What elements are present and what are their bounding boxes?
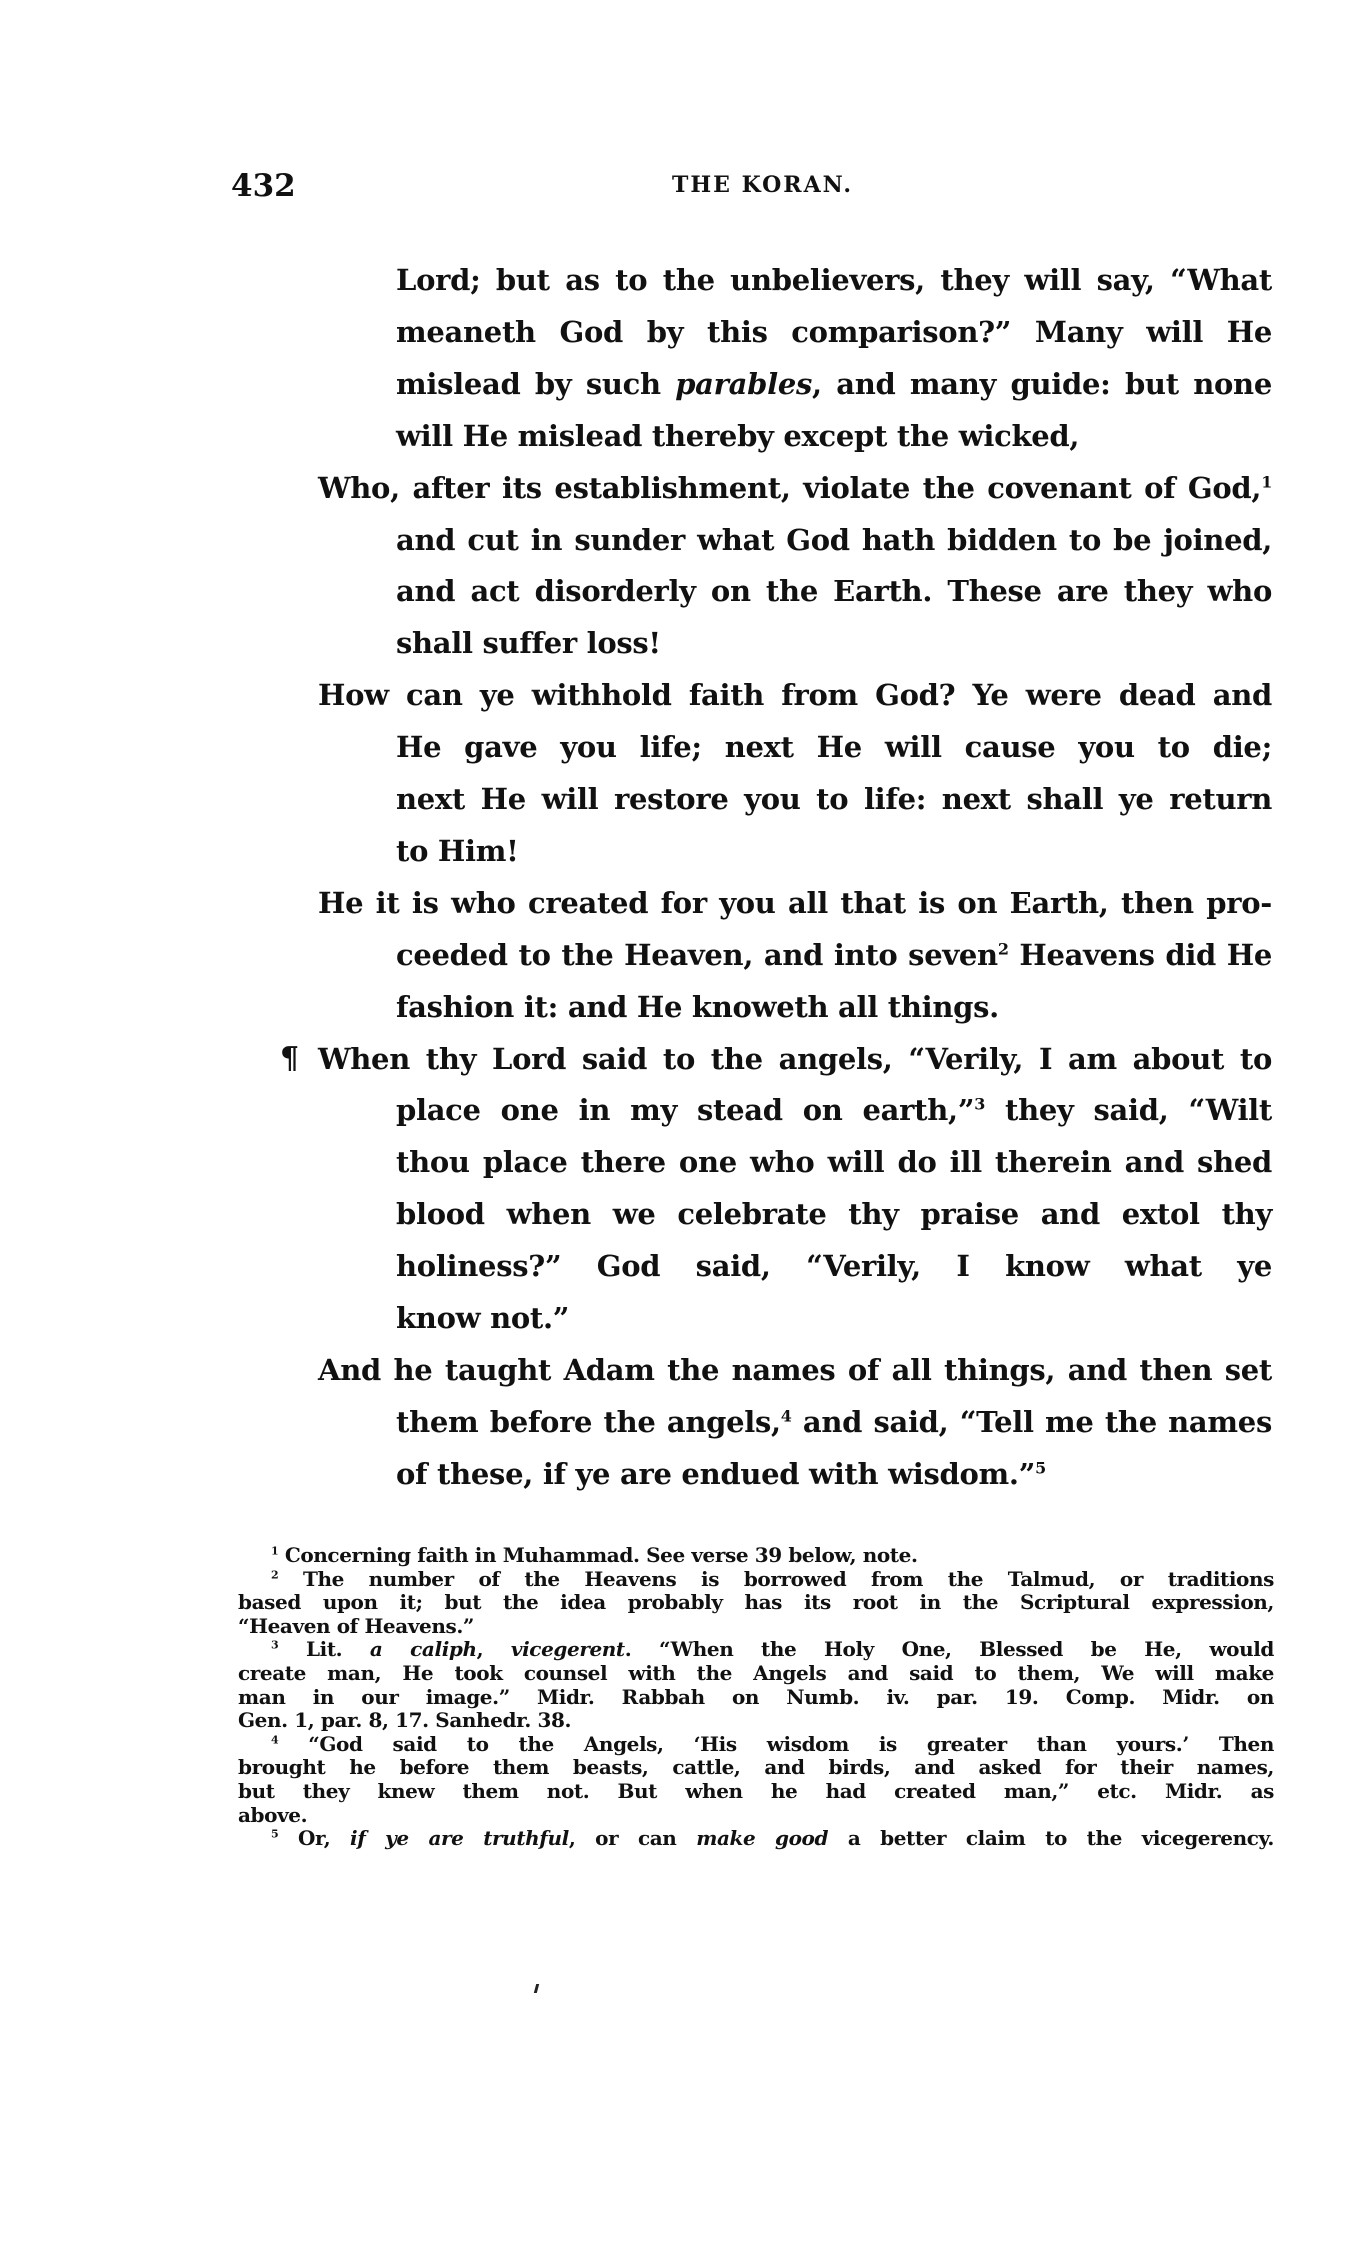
footnote-line — [238, 1686, 1274, 1710]
running-head — [231, 168, 1271, 208]
line-text: meaneth God by this comparison?” Many will He — [396, 314, 1272, 349]
footnote-text: above. — [238, 1802, 308, 1827]
verse-line — [396, 358, 1272, 410]
verse-line — [396, 1136, 1272, 1188]
verse-line — [396, 981, 999, 1033]
verse-start-line — [318, 877, 1272, 929]
verse-line — [396, 1396, 1272, 1448]
verse-line — [396, 929, 1272, 981]
verse-line — [396, 1292, 569, 1344]
footnote-line — [238, 1756, 1274, 1780]
line-text: fashion it: and He knoweth all things. — [396, 989, 999, 1024]
footnote-line — [238, 1709, 571, 1733]
footnote-text: $^2$ The number of the Heavens is borrowed from the Talmud, or traditions — [271, 1566, 1274, 1591]
footnote-text: based upon it; but the idea probably has its root in the Scriptural expression, — [238, 1590, 1274, 1615]
line-text: them before the angels,$^4$ and said, “Tell me the names — [396, 1404, 1272, 1439]
footnote-text: “Heaven of Heavens.” — [238, 1613, 475, 1638]
line-text: shall suffer loss! — [396, 626, 661, 661]
footnote-text: man in our image.” Midr. Rabbah on Numb. iv. par. 19. Comp. Midr. on — [238, 1684, 1274, 1709]
verse-line — [396, 773, 1272, 825]
verse-start-line — [318, 1033, 1272, 1085]
line-text: holiness?” God said, “Verily, I know what ye — [396, 1249, 1272, 1284]
verse-line — [396, 721, 1272, 773]
footnote-text: $^5$ Or, if ye are truthful, or can make good a better claim to the vicegerency. — [271, 1826, 1274, 1851]
verse-line — [396, 617, 661, 669]
line-text: When thy Lord said to the angels, “Verily, I am about to — [318, 1041, 1272, 1076]
line-text: mislead by such parables, and many guide: but none — [396, 366, 1272, 401]
page-number: 432 — [231, 168, 296, 204]
footnote-text: $^3$ Lit. a caliph, vicegerent. “When the Holy One, Blessed be He, would — [271, 1637, 1274, 1662]
verse-line — [396, 1448, 1046, 1500]
verse-start-line — [318, 1344, 1272, 1396]
verse-line — [396, 514, 1272, 566]
line-text: place one in my stead on earth,”$^3$ they said, “Wilt — [396, 1093, 1272, 1128]
line-text: How can ye withhold faith from God? Ye were dead and — [318, 678, 1272, 713]
footnote-text: brought he before them beasts, cattle, and birds, and asked for their names, — [238, 1755, 1274, 1780]
pilcrow-icon: ¶ — [280, 1040, 300, 1076]
line-text: to Him! — [396, 833, 519, 868]
line-text: know not.” — [396, 1301, 570, 1335]
line-text: And he taught Adam the names of all things, and then set — [318, 1352, 1272, 1387]
footnote-line — [238, 1615, 474, 1639]
line-text: and act disorderly on the Earth. These are they who — [396, 574, 1272, 609]
verse-line — [396, 306, 1272, 358]
verse-start-line — [318, 669, 1272, 721]
verse-line — [396, 565, 1272, 617]
footnote-text: Gen. 1, par. 8, 17. Sanhedr. 38. — [238, 1708, 572, 1733]
verse-line — [396, 1240, 1272, 1292]
line-text: ceeded to the Heaven, and into seven$^2$ Heavens did He — [396, 937, 1272, 972]
line-text: will He mislead thereby except the wicked, — [396, 418, 1080, 453]
footnote-text: create man, He took counsel with the Angels and said to them, We will make — [238, 1661, 1274, 1685]
footnote-line — [238, 1780, 1274, 1804]
footnote-text: but they knew them not. But when he had created man,” etc. Midr. as — [238, 1779, 1274, 1803]
line-text: blood when we celebrate thy praise and extol thy — [396, 1197, 1272, 1232]
verse-line — [396, 825, 519, 877]
footnote-start-line — [271, 1568, 1274, 1592]
line-text: next He will restore you to life: next shall ye return — [396, 782, 1272, 816]
line-text: and cut in sunder what God hath bidden to be joined, — [396, 522, 1272, 557]
footnote-start-line — [271, 1733, 1274, 1757]
line-text: He gave you life; next He will cause you to die; — [396, 730, 1272, 765]
verse-line — [396, 410, 1079, 462]
verse-line — [396, 1188, 1272, 1240]
line-text: Lord; but as to the unbelievers, they will say, “What — [396, 263, 1272, 297]
footnote-line — [238, 1591, 1274, 1615]
verse-line — [396, 254, 1272, 306]
line-text: thou place there one who will do ill therein and shed — [396, 1145, 1272, 1180]
line-text: Who, after its establishment, violate the covenant of God,$^1$ — [318, 470, 1272, 505]
line-text: He it is who created for you all that is on Earth, then pro- — [318, 885, 1272, 920]
footnote-text: $^1$ Concerning faith in Muhammad. See verse 39 below, note. — [271, 1543, 918, 1567]
footnote-line — [238, 1662, 1274, 1686]
verse-line — [396, 1084, 1272, 1136]
running-head-title: THE KORAN. — [672, 172, 853, 198]
verse-start-line — [318, 462, 1272, 514]
footnote-start-line — [271, 1638, 1274, 1662]
footnote-line — [238, 1804, 307, 1828]
footnote-start-line — [271, 1544, 918, 1568]
line-text: of these, if ye are endued with wisdom.”$^5$ — [396, 1456, 1046, 1491]
footnote-text: $^4$ “God said to the Angels, ‘His wisdom is greater than yours.’ Then — [271, 1731, 1274, 1756]
print-speck — [534, 1984, 539, 1993]
footnote-start-line — [271, 1827, 1274, 1851]
